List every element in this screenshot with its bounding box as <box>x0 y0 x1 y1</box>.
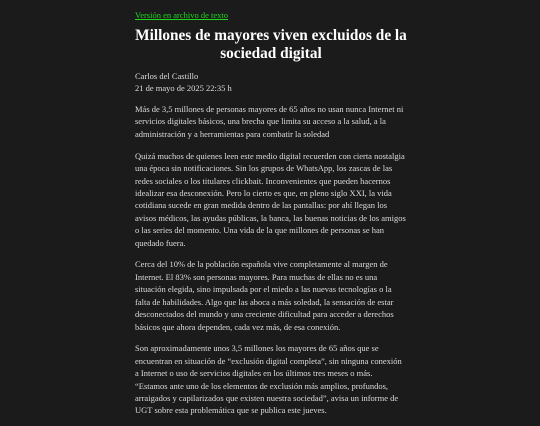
publication-date: 21 de mayo de 2025 22:35 h <box>135 83 232 94</box>
article-paragraph: Quizá muchos de quienes leen este medio digital recuerden con cierta nostalgia una época sin notificaciones. Sin los grupos de WhatsApp, los zascas de las redes sociales o los titulares clickbait. Inconvenientes que pueden hacernos idealizar esa desconexión. Pero lo cierto es que, en pleno siglo XXI, la vida cotidiana sucede en gran medida dentro de las pantallas: por ahí llegan los avisos médicos, las ayudas públicas, la banca, las buenas noticias de los amigos o las series del momento. Una vida de la que millones de personas se han quedado fuera. <box>135 150 406 248</box>
article-title: Millones de mayores viven excluidos de la sociedad digital <box>135 27 407 62</box>
article-body <box>135 103 407 426</box>
article-paragraph: Cerca del 10% de la población española vive completamente al margen de Internet. El 83% son personas mayores. Para muchas de ellas no es una situación elegida, sino impulsada por el miedo a las nuevas tecnologías o la falta de habilidades. Algo que las aboca a más soledad, la sensación de estar desconectados del mundo y una creciente dificultad para acceder a derechos básicos que ahora dependen, cada vez más, de esa conexión. <box>135 259 394 332</box>
author-name: Carlos del Castillo <box>135 71 199 81</box>
byline <box>135 70 232 95</box>
article-paragraph: Son aproximadamente unos 3,5 millones los mayores de 65 años que se encuentran en situación de “exclusión digital completa”, sin ninguna conexión a Internet o uso de servicios digitales en los últimos tres meses o más. “Estamos ante uno de los elementos de exclusión más amplios, profundos, arraigados y capilarizados que existen nuestra sociedad”, avisa un informe de UGT sobre esta problemática que se publica este jueves. <box>135 343 402 416</box>
text-archive-link[interactable]: Versión en archivo de texto <box>135 10 228 20</box>
article-paragraph-standfirst: Más de 3,5 millones de personas mayores de 65 años no usan nunca Internet ni servicios digitales básicos, una brecha que limita su acceso a la salud, a la administración y a herramientas para combatir la soledad <box>135 104 404 139</box>
